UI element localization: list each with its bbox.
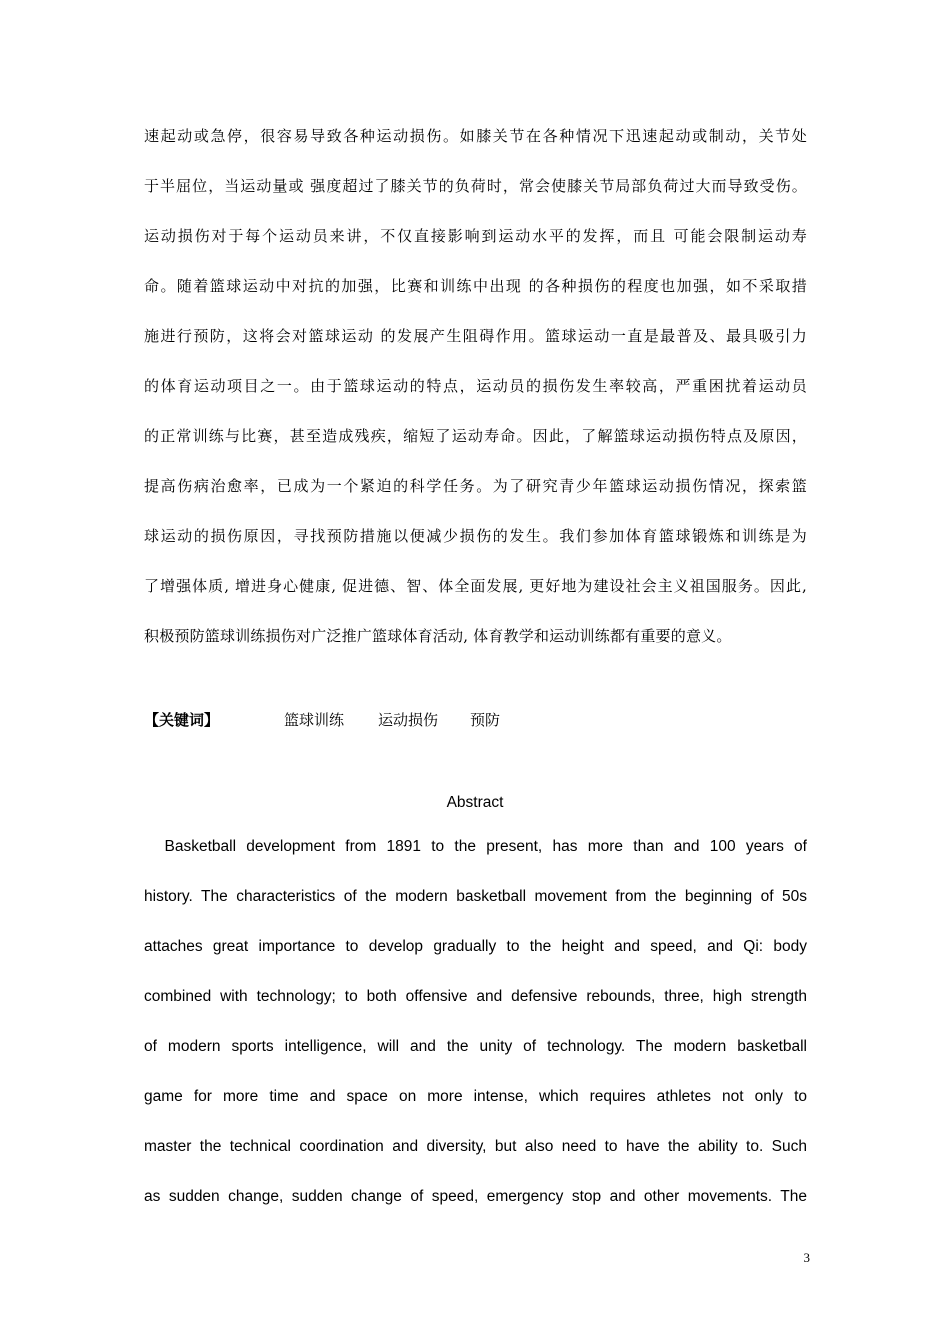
body-line: 施进行预防，这将会对篮球运动 的发展产生阻碍作用。篮球运动一直是最普及、最具吸引力 xyxy=(144,327,807,345)
body-line: 命。随着篮球运动中对抗的加强，比赛和训练中出现 的各种损伤的程度也加强，如不采取措 xyxy=(144,277,807,295)
abstract-heading: Abstract xyxy=(446,794,504,811)
abstract-line: of modern sports intelligence, will and the unity of technology. The modern basketball xyxy=(144,1038,807,1055)
keyword-item: 预防 xyxy=(470,711,501,729)
abstract-line: attaches great importance to develop gradually to the height and speed, and Qi: body xyxy=(144,938,807,955)
keywords-label: 【关键词】 xyxy=(144,711,220,729)
abstract-line: as sudden change, sudden change of speed, emergency stop and other movements. The xyxy=(144,1188,807,1205)
body-line: 提高伤病治愈率，已成为一个紧迫的科学任务。为了研究青少年篮球运动损伤情况，探索篮 xyxy=(144,477,807,495)
body-line: 速起动或急停，很容易导致各种运动损伤。如膝关节在各种情况下迅速起动或制动，关节处 xyxy=(144,127,807,145)
body-line: 运动损伤对于每个运动员来讲，不仅直接影响到运动水平的发挥，而且 可能会限制运动寿 xyxy=(144,227,807,245)
body-line: 了增强体质, 增进身心健康, 促进德、智、体全面发展, 更好地为建设社会主义祖国服务。因此, xyxy=(144,577,807,595)
body-line: 的正常训练与比赛，甚至造成残疾，缩短了运动寿命。因此，了解篮球运动损伤特点及原因， xyxy=(144,427,807,445)
body-line: 的体育运动项目之一。由于篮球运动的特点，运动员的损伤发生率较高，严重困扰着运动员 xyxy=(144,377,807,395)
page-number: 3 xyxy=(803,1250,810,1265)
body-line: 球运动的损伤原因，寻找预防措施以便减少损伤的发生。我们参加体育篮球锻炼和训练是为 xyxy=(144,527,807,545)
abstract-line: game for more time and space on more intense, which requires athletes not only to xyxy=(144,1088,807,1105)
keyword-item: 篮球训练 xyxy=(284,711,345,729)
abstract-line: history. The characteristics of the modern basketball movement from the beginning of 50s xyxy=(144,888,807,905)
keyword-item: 运动损伤 xyxy=(378,711,439,729)
body-line: 于半屈位，当运动量或 强度超过了膝关节的负荷时，常会使膝关节局部负荷过大而导致受伤。 xyxy=(144,177,807,195)
abstract-line: combined with technology; to both offensive and defensive rebounds, three, high strength xyxy=(144,988,807,1005)
abstract-line: Basketball development from 1891 to the present, has more than and 100 years of xyxy=(144,838,807,855)
abstract-line: master the technical coordination and diversity, but also need to have the ability to. Such xyxy=(144,1138,807,1155)
body-line: 积极预防篮球训练损伤对广泛推广篮球体育活动, 体育教学和运动训练都有重要的意义。 xyxy=(144,627,732,645)
